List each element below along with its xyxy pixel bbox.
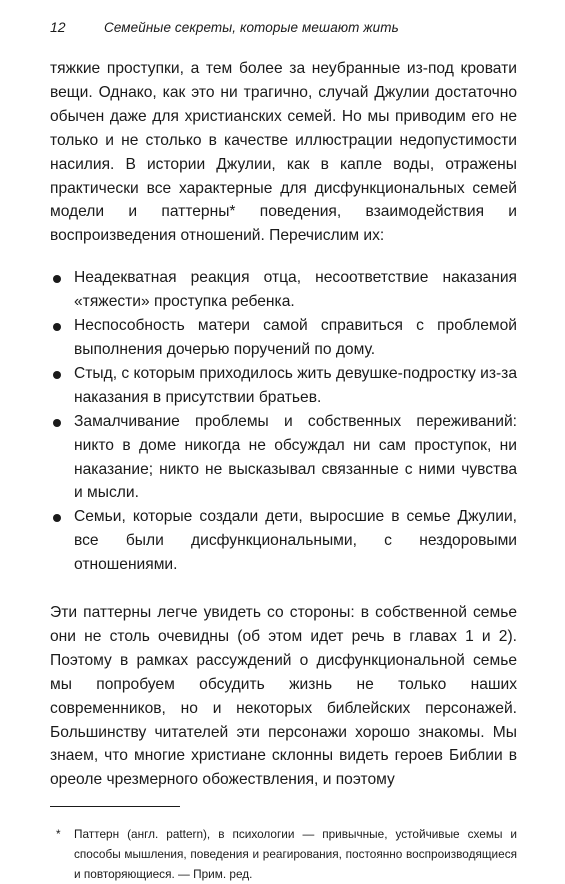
paragraph-1: тяжкие проступки, а тем более за неубранные из-под кровати вещи. Однако, как это ни трагично, случай Джулии достаточно обычен даже для христианских семей. Но мы приводим его не только и не столько в качестве иллюстрации недопустимости насилия. В истории Джулии, как в капле воды, отражены практически все характерные для дисфункциональных семей модели и паттерны* поведения, взаимодействия и воспроизведения отношений. Перечислим их: [50,60,517,245]
bullet-icon [53,419,61,427]
list-item-text: Неспособность матери самой справиться с проблемой выполнения дочерью поручений по дому. [74,317,517,358]
list-item-text: Неадекватная реакция отца, несоответствие наказания «тяжести» проступка ребенка. [74,269,517,311]
footnote-divider [50,806,180,807]
paragraph-2: Эти паттерны легче увидеть со стороны: в собственной семье они не столь очевидны (об этом идет речь в главах 1 и 2). Поэтому в рамках рассуждений о дисфункциональной семье мы попробуем обсудить жизнь не только наших современников, но и некоторых библейских персонажей. Большинству читателей эти персонажи хорошо знакомы. Мы знаем, что многие христиане склонны видеть героев Библии в ореоле чрезмерного обожествления, и поэтому [50,604,517,789]
page-number: 12 [50,19,66,35]
running-title: Семейные секреты, которые мешают жить [104,20,399,35]
page-header [50,14,517,40]
list-item-text: Стыд, с которым приходилось жить девушке-подростку из-за наказания в присутствии братьев. [74,364,517,406]
list-item-text: Замалчивание проблемы и собственных переживаний: никто в доме никогда не обсуждал ни сам проступок, ни наказание; никто не высказывал связанные с ними чувства и мысли. [74,412,517,502]
bullet-icon [53,275,61,283]
footnote-text: Паттерн (англ. pattern), в психологии — привычные, устойчивые схемы и способы мышления, поведения и реагирования, постоянно воспроизводящиеся и повторяющиеся. — Прим. ред. [74,827,517,882]
footnote-mark: * [56,827,61,842]
bullet-list [50,266,517,577]
bullet-icon [53,371,61,379]
footnote [50,824,517,884]
list-item-text: Семьи, которые создали дети, выросшие в семье Джулии, все были дисфункциональными, с нездоровыми отношениями. [74,508,517,574]
bullet-icon [53,323,61,331]
list-item [50,410,517,506]
list-item [50,266,517,314]
list-item [50,505,517,577]
bullet-icon [53,514,61,522]
list-item [50,362,517,410]
list-item [50,314,517,362]
